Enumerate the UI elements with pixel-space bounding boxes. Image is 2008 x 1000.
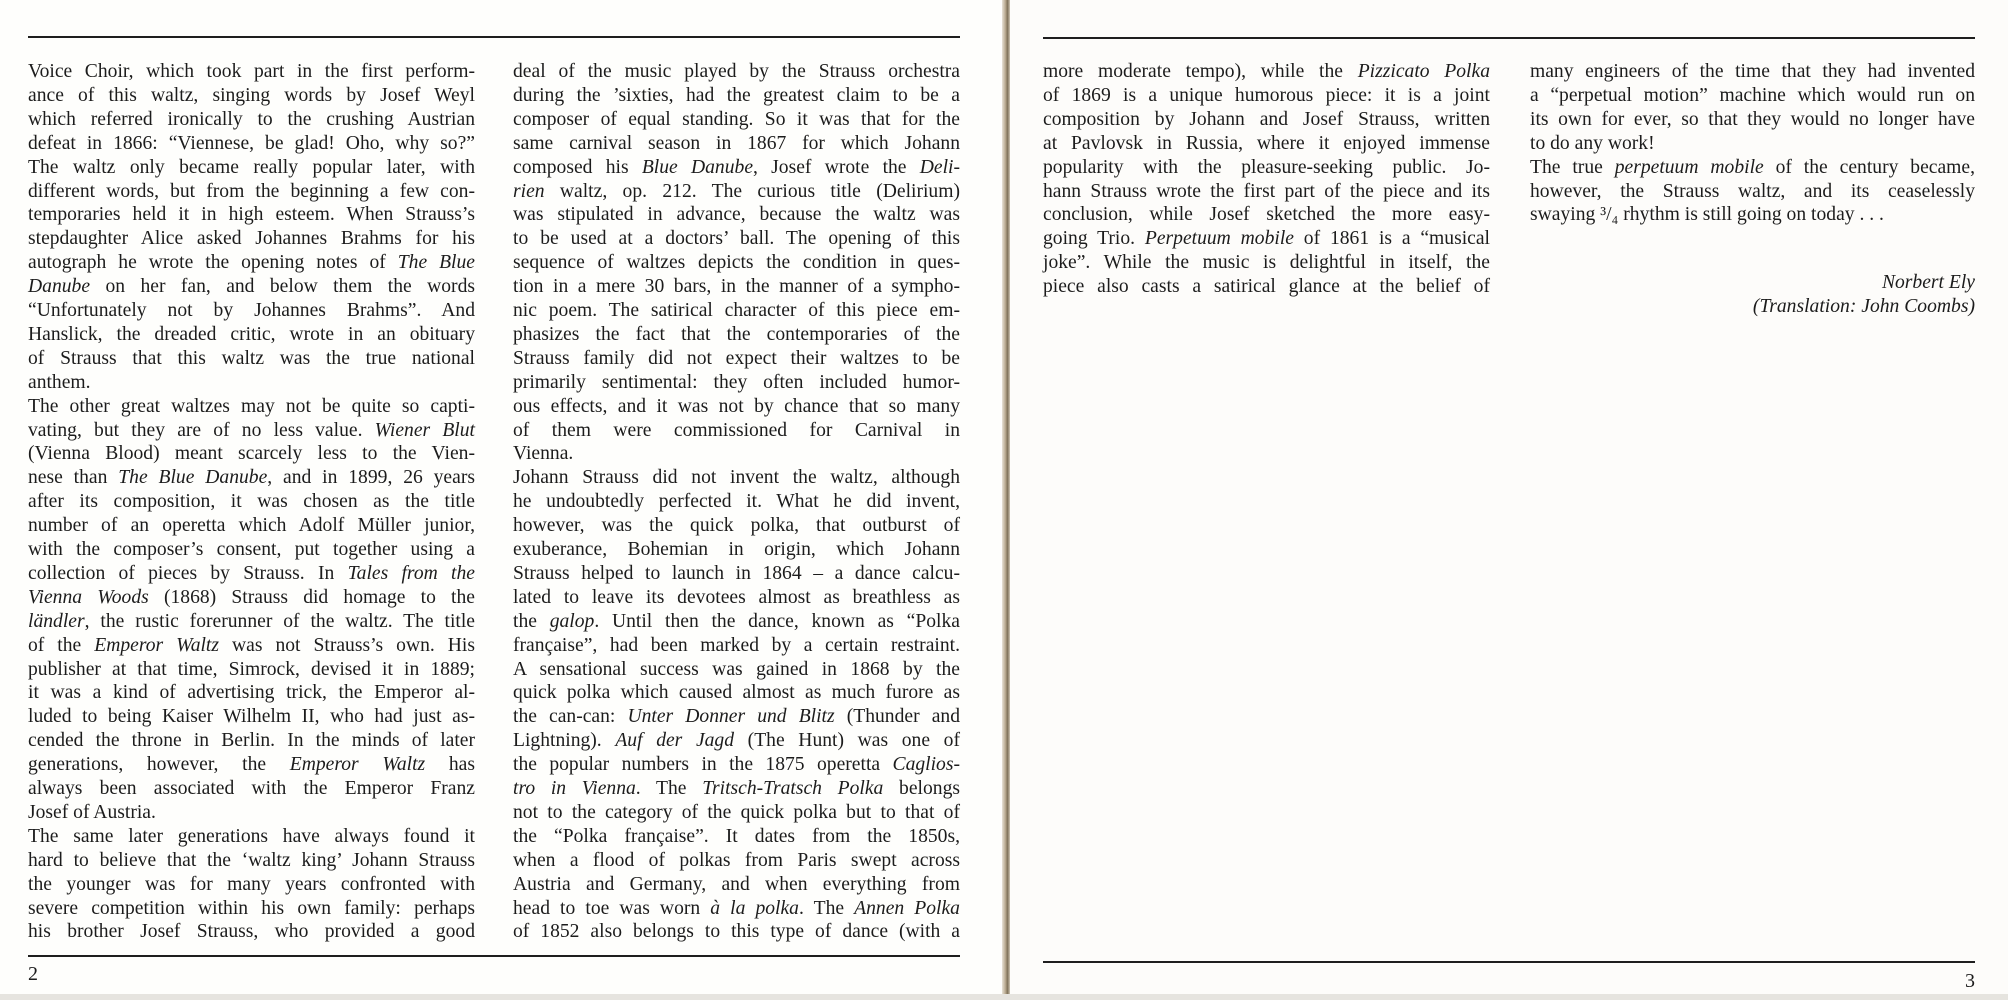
text-line	[513, 251, 960, 275]
text-line	[28, 562, 475, 586]
text-segment: the younger was for many years confronted with	[28, 873, 475, 895]
text-segment: was not Strauss’s own. His	[219, 634, 476, 656]
text-segment: however, was the quick polka, that outburst of	[513, 515, 960, 537]
italic-text: Caglios-	[892, 754, 960, 776]
left-page-column-1	[28, 60, 475, 950]
text-segment: Strauss family did not expect their waltzes to be	[513, 347, 960, 369]
text-line	[28, 681, 475, 705]
text-line	[1530, 84, 1975, 108]
text-segment: his brother Josef Strauss, who provided a good	[28, 921, 475, 943]
text-segment: composition by Johann and Josef Strauss, written	[1043, 108, 1490, 130]
text-line	[513, 84, 960, 108]
text-segment: to be used at a doctors’ ball. The opening of this	[513, 228, 960, 250]
text-segment: , and in 1899, 26 years	[267, 467, 475, 489]
text-segment: “Unfortunately not by Johannes Brahms”. And	[28, 300, 475, 321]
signature-block	[1530, 271, 1975, 321]
text-segment: tion in a mere 30 bars, in the manner of a sympho-	[513, 276, 960, 298]
text-segment: waltz, op. 212. The curious title (Delirium)	[544, 180, 960, 202]
italic-text: Danube	[28, 276, 91, 298]
italic-text: Tritsch-Tratsch Polka	[702, 778, 884, 799]
italic-text: Perpetuum mobile	[1144, 228, 1294, 250]
text-line	[28, 180, 475, 204]
text-line	[1530, 132, 1975, 156]
text-segment: The other great waltzes may not be quite so capti-	[28, 395, 475, 417]
italic-text: The Blue Danube	[118, 467, 268, 489]
text-line	[28, 203, 475, 227]
text-segment: primarily sentimental: they often included humor-	[513, 371, 960, 393]
text-line	[28, 419, 475, 443]
text-segment: of 1869 is a unique humorous piece: it is a joint	[1043, 84, 1490, 106]
italic-text: perpetuum mobile	[1614, 156, 1764, 178]
text-line	[513, 347, 960, 371]
text-segment: A sensational success was gained in 1868 by the	[513, 658, 960, 680]
text-segment: on her fan, and below them the words	[90, 276, 475, 298]
text-segment: with the composer’s consent, put together using a	[28, 539, 475, 560]
text-line	[28, 490, 475, 514]
signature-author: Norbert Ely	[1881, 272, 1975, 293]
page-number: 3	[1965, 970, 1975, 992]
text-segment: . The	[798, 897, 855, 919]
text-segment: was stipulated in advance, because the waltz was	[513, 204, 960, 226]
text-segment: . Until then the dance, known as “Polka	[594, 610, 960, 632]
text-segment: publisher at that time, Simrock, devised it in 1889;	[28, 658, 475, 680]
italic-text: Vienna Woods	[28, 586, 149, 608]
text-segment: always been associated with the Emperor Franz	[28, 778, 475, 799]
text-line	[513, 514, 960, 538]
text-line	[513, 873, 960, 897]
text-line	[28, 825, 475, 849]
text-line	[28, 920, 475, 944]
text-segment: collection of pieces by Strauss. In	[28, 562, 348, 584]
text-segment: temporaries held it in high esteem. When Strauss’s	[28, 204, 475, 226]
text-segment: Voice Choir, which took part in the first perform-	[28, 61, 475, 82]
text-line	[513, 371, 960, 395]
text-segment: composer of equal standing. So it was that for the	[513, 108, 960, 130]
text-line	[1043, 132, 1490, 156]
italic-text: Annen Polka	[854, 897, 960, 919]
text-segment: it was a kind of advertising trick, the Emperor al-	[28, 682, 475, 704]
text-segment: française”, had been marked by a certain restraint.	[513, 634, 960, 656]
italic-text: à la polka	[710, 897, 799, 919]
text-segment: autograph he wrote the opening notes of	[28, 252, 398, 274]
text-line	[28, 729, 475, 753]
top-rule	[28, 36, 960, 38]
text-segment: cended the throne in Berlin. In the minds of later	[28, 730, 475, 752]
text-segment: hann Strauss wrote the first part of the piece and its	[1043, 180, 1490, 202]
text-segment: of the century became,	[1763, 156, 1975, 178]
text-line	[513, 156, 960, 180]
text-segment: (Thunder and	[834, 706, 960, 728]
text-line	[28, 299, 475, 323]
text-line	[513, 753, 960, 777]
text-segment: defeat in 1866: “Viennese, be glad! Oho, why so?”	[28, 132, 475, 154]
text-segment: hard to believe that the ‘waltz king’ Johann Strauss	[28, 849, 475, 871]
text-segment: different words, but from the beginning a few con-	[28, 180, 475, 202]
text-line	[28, 108, 475, 132]
text-line	[1043, 180, 1490, 204]
bottom-rule	[28, 955, 960, 957]
text-segment: generations, however, the	[28, 754, 290, 776]
text-line	[1530, 60, 1975, 84]
text-line	[28, 777, 475, 801]
text-segment: going Trio.	[1043, 228, 1145, 250]
text-line	[28, 801, 475, 825]
text-segment: number of an operetta which Adolf Müller junior,	[28, 515, 475, 537]
text-line	[28, 753, 475, 777]
text-segment: of 1861 is a “musical	[1293, 228, 1490, 250]
text-segment: composed his	[513, 156, 642, 178]
text-line	[1043, 84, 1490, 108]
text-segment: luded to being Kaiser Wilhelm II, who had just as-	[28, 706, 475, 728]
text-line	[513, 586, 960, 610]
text-segment: lated to leave its devotees almost as breathless as	[513, 586, 960, 608]
text-segment: phasizes the fact that the contemporaries of the	[513, 323, 960, 345]
text-line	[28, 849, 475, 873]
text-segment: anthem.	[28, 371, 91, 393]
text-line	[28, 658, 475, 682]
text-line	[1043, 203, 1490, 227]
text-line	[513, 275, 960, 299]
text-line	[28, 395, 475, 419]
text-line	[1530, 180, 1975, 204]
text-line	[513, 897, 960, 921]
text-line	[513, 920, 960, 944]
text-line	[513, 108, 960, 132]
text-line	[1530, 203, 1975, 227]
text-segment: , the rustic forerunner of the waltz. The title	[84, 610, 475, 632]
italic-text: Tales from the	[347, 562, 475, 584]
text-line	[513, 419, 960, 443]
text-segment: The waltz only became really popular later, with	[28, 156, 475, 178]
text-segment: Austria and Germany, and when everything from	[513, 873, 960, 895]
text-segment: during the ’sixties, had the greatest claim to be a	[513, 84, 960, 106]
text-segment: conclusion, while Josef sketched the more easy-	[1043, 204, 1490, 226]
text-line	[513, 60, 960, 84]
text-segment: more moderate tempo), while the	[1043, 61, 1358, 82]
text-segment: the	[513, 610, 550, 632]
text-line	[1043, 60, 1490, 84]
text-segment: however, the Strauss waltz, and its ceaselessly	[1530, 180, 1975, 202]
text-line	[513, 299, 960, 323]
text-line	[513, 203, 960, 227]
italic-text: Blue Danube	[641, 156, 754, 178]
italic-text: Unter Donner und Blitz	[627, 706, 835, 728]
text-line	[513, 777, 960, 801]
text-line	[28, 897, 475, 921]
text-segment: sequence of waltzes depicts the condition in ques-	[513, 252, 960, 274]
text-line	[513, 801, 960, 825]
text-line	[28, 227, 475, 251]
page-number: 2	[28, 963, 38, 985]
left-page-column-2	[513, 60, 960, 950]
text-segment: ance of this waltz, singing words by Josef Weyl	[28, 84, 475, 106]
text-segment: not to the category of the quick polka but to that of	[513, 801, 960, 823]
italic-text: rien	[513, 180, 545, 202]
scan-edge-shadow	[0, 994, 2008, 1000]
text-line	[513, 634, 960, 658]
text-segment: (1868) Strauss did homage to the	[148, 586, 475, 608]
text-segment: Josef of Austria.	[28, 801, 156, 823]
text-segment: belongs	[883, 778, 960, 799]
text-line	[513, 610, 960, 634]
text-segment: The same later generations have always found it	[28, 825, 475, 847]
text-segment: a “perpetual motion” machine which would run on	[1530, 84, 1975, 106]
text-segment: has	[425, 754, 475, 776]
italic-text: Pizzicato Polka	[1357, 61, 1490, 82]
text-line	[28, 514, 475, 538]
text-segment: The true	[1530, 156, 1615, 178]
text-segment: swaying ³/₄ rhythm is still going on today . . .	[1530, 204, 1884, 226]
text-segment: at Pavlovsk in Russia, where it enjoyed immense	[1043, 132, 1490, 154]
text-segment: ous effects, and it was not by chance that so many	[513, 395, 960, 417]
text-segment: the can-can:	[513, 706, 628, 728]
text-line	[28, 60, 475, 84]
text-line	[513, 562, 960, 586]
text-segment: vating, but they are of no less value.	[28, 419, 375, 441]
text-line	[513, 825, 960, 849]
text-line	[28, 251, 475, 275]
text-segment: of Strauss that this waltz was the true national	[28, 347, 475, 369]
text-line	[28, 634, 475, 658]
text-line	[513, 490, 960, 514]
text-line	[28, 705, 475, 729]
text-segment: , Josef wrote the	[753, 156, 920, 178]
text-line	[28, 323, 475, 347]
italic-text: Emperor Waltz	[94, 634, 220, 656]
text-segment: of 1852 also belongs to this type of dance (with a	[513, 921, 960, 943]
text-segment: which referred ironically to the crushing Austrian	[28, 108, 475, 130]
text-line	[1043, 227, 1490, 251]
text-segment: after its composition, it was chosen as the title	[28, 491, 475, 513]
signature-translation: (Translation: John Coombs)	[1752, 296, 1975, 317]
italic-text: galop	[549, 610, 595, 632]
text-segment: exuberance, Bohemian in origin, which Johann	[513, 539, 960, 560]
text-line	[28, 132, 475, 156]
text-segment: when a flood of polkas from Paris swept across	[513, 849, 960, 871]
right-page	[1010, 0, 2008, 1000]
top-rule	[1043, 37, 1975, 39]
text-line	[513, 466, 960, 490]
text-line	[1043, 108, 1490, 132]
bottom-rule	[1043, 961, 1975, 963]
text-line	[1043, 251, 1490, 275]
text-line	[513, 705, 960, 729]
text-line	[513, 849, 960, 873]
text-line	[513, 132, 960, 156]
text-line	[1530, 108, 1975, 132]
text-segment: head to toe was worn	[513, 897, 711, 919]
text-line	[513, 681, 960, 705]
text-line	[513, 180, 960, 204]
text-segment: (Vienna Blood) meant scarcely less to the Vien-	[28, 443, 475, 465]
text-line	[28, 275, 475, 299]
italic-text: Wiener Blut	[374, 419, 475, 441]
text-segment: Lightning).	[513, 730, 616, 752]
text-segment: nic poem. The satirical character of this piece em-	[513, 300, 960, 321]
right-page-column-1	[1043, 60, 1490, 320]
text-line	[1530, 156, 1975, 180]
italic-text: tro in Vienna	[513, 778, 636, 799]
text-line	[28, 586, 475, 610]
text-segment: severe competition within his own family: perhaps	[28, 897, 475, 919]
text-line	[28, 156, 475, 180]
text-line	[28, 371, 475, 395]
text-segment: deal of the music played by the Strauss orchestra	[513, 61, 960, 82]
text-segment: . The	[635, 778, 703, 799]
text-line	[513, 538, 960, 562]
text-segment: Strauss helped to launch in 1864 – a dance calcu-	[513, 562, 960, 584]
text-line	[513, 395, 960, 419]
text-line	[28, 538, 475, 562]
text-segment: its own for ever, so that they would no longer have	[1530, 108, 1975, 130]
text-segment: joke”. While the music is delightful in itself, the	[1043, 252, 1490, 274]
text-segment: the popular numbers in the 1875 operetta	[513, 754, 893, 776]
text-line	[28, 466, 475, 490]
italic-text: Deli-	[919, 156, 961, 178]
italic-text: Emperor Waltz	[289, 754, 426, 776]
text-line	[513, 658, 960, 682]
text-segment: nese than	[28, 467, 119, 489]
text-segment: stepdaughter Alice asked Johannes Brahms for his	[28, 228, 475, 250]
text-segment: same carnival season in 1867 for which Johann	[513, 132, 960, 154]
text-line	[1043, 275, 1490, 299]
text-line	[28, 442, 475, 466]
text-line	[28, 84, 475, 108]
text-line	[28, 347, 475, 371]
text-segment: many engineers of the time that they had invented	[1530, 61, 1975, 82]
text-line	[513, 729, 960, 753]
text-line	[513, 227, 960, 251]
text-line	[513, 323, 960, 347]
text-line	[28, 873, 475, 897]
text-segment: he undoubtedly perfected it. What he did invent,	[513, 491, 960, 513]
text-segment: Vienna.	[513, 443, 574, 465]
text-segment: popularity with the pleasure-seeking public. Jo-	[1043, 156, 1490, 178]
text-segment: piece also casts a satirical glance at the belief of	[1043, 276, 1490, 298]
italic-text: Auf der Jagd	[615, 730, 735, 752]
text-segment: the “Polka française”. It dates from the 1850s,	[513, 825, 960, 847]
text-segment: (The Hunt) was one of	[734, 730, 960, 752]
text-segment: Johann Strauss did not invent the waltz, although	[513, 467, 960, 489]
text-segment: Hanslick, the dreaded critic, wrote in an obituary	[28, 323, 475, 345]
text-segment: to do any work!	[1530, 132, 1655, 154]
text-segment: of them were commissioned for Carnival in	[513, 419, 960, 441]
text-line	[28, 610, 475, 634]
italic-text: The Blue	[397, 252, 475, 274]
text-line	[1043, 156, 1490, 180]
text-line	[513, 442, 960, 466]
text-segment: quick polka which caused almost as much furore as	[513, 682, 960, 704]
text-segment: of the	[28, 634, 95, 656]
italic-text: ländler	[28, 610, 85, 632]
